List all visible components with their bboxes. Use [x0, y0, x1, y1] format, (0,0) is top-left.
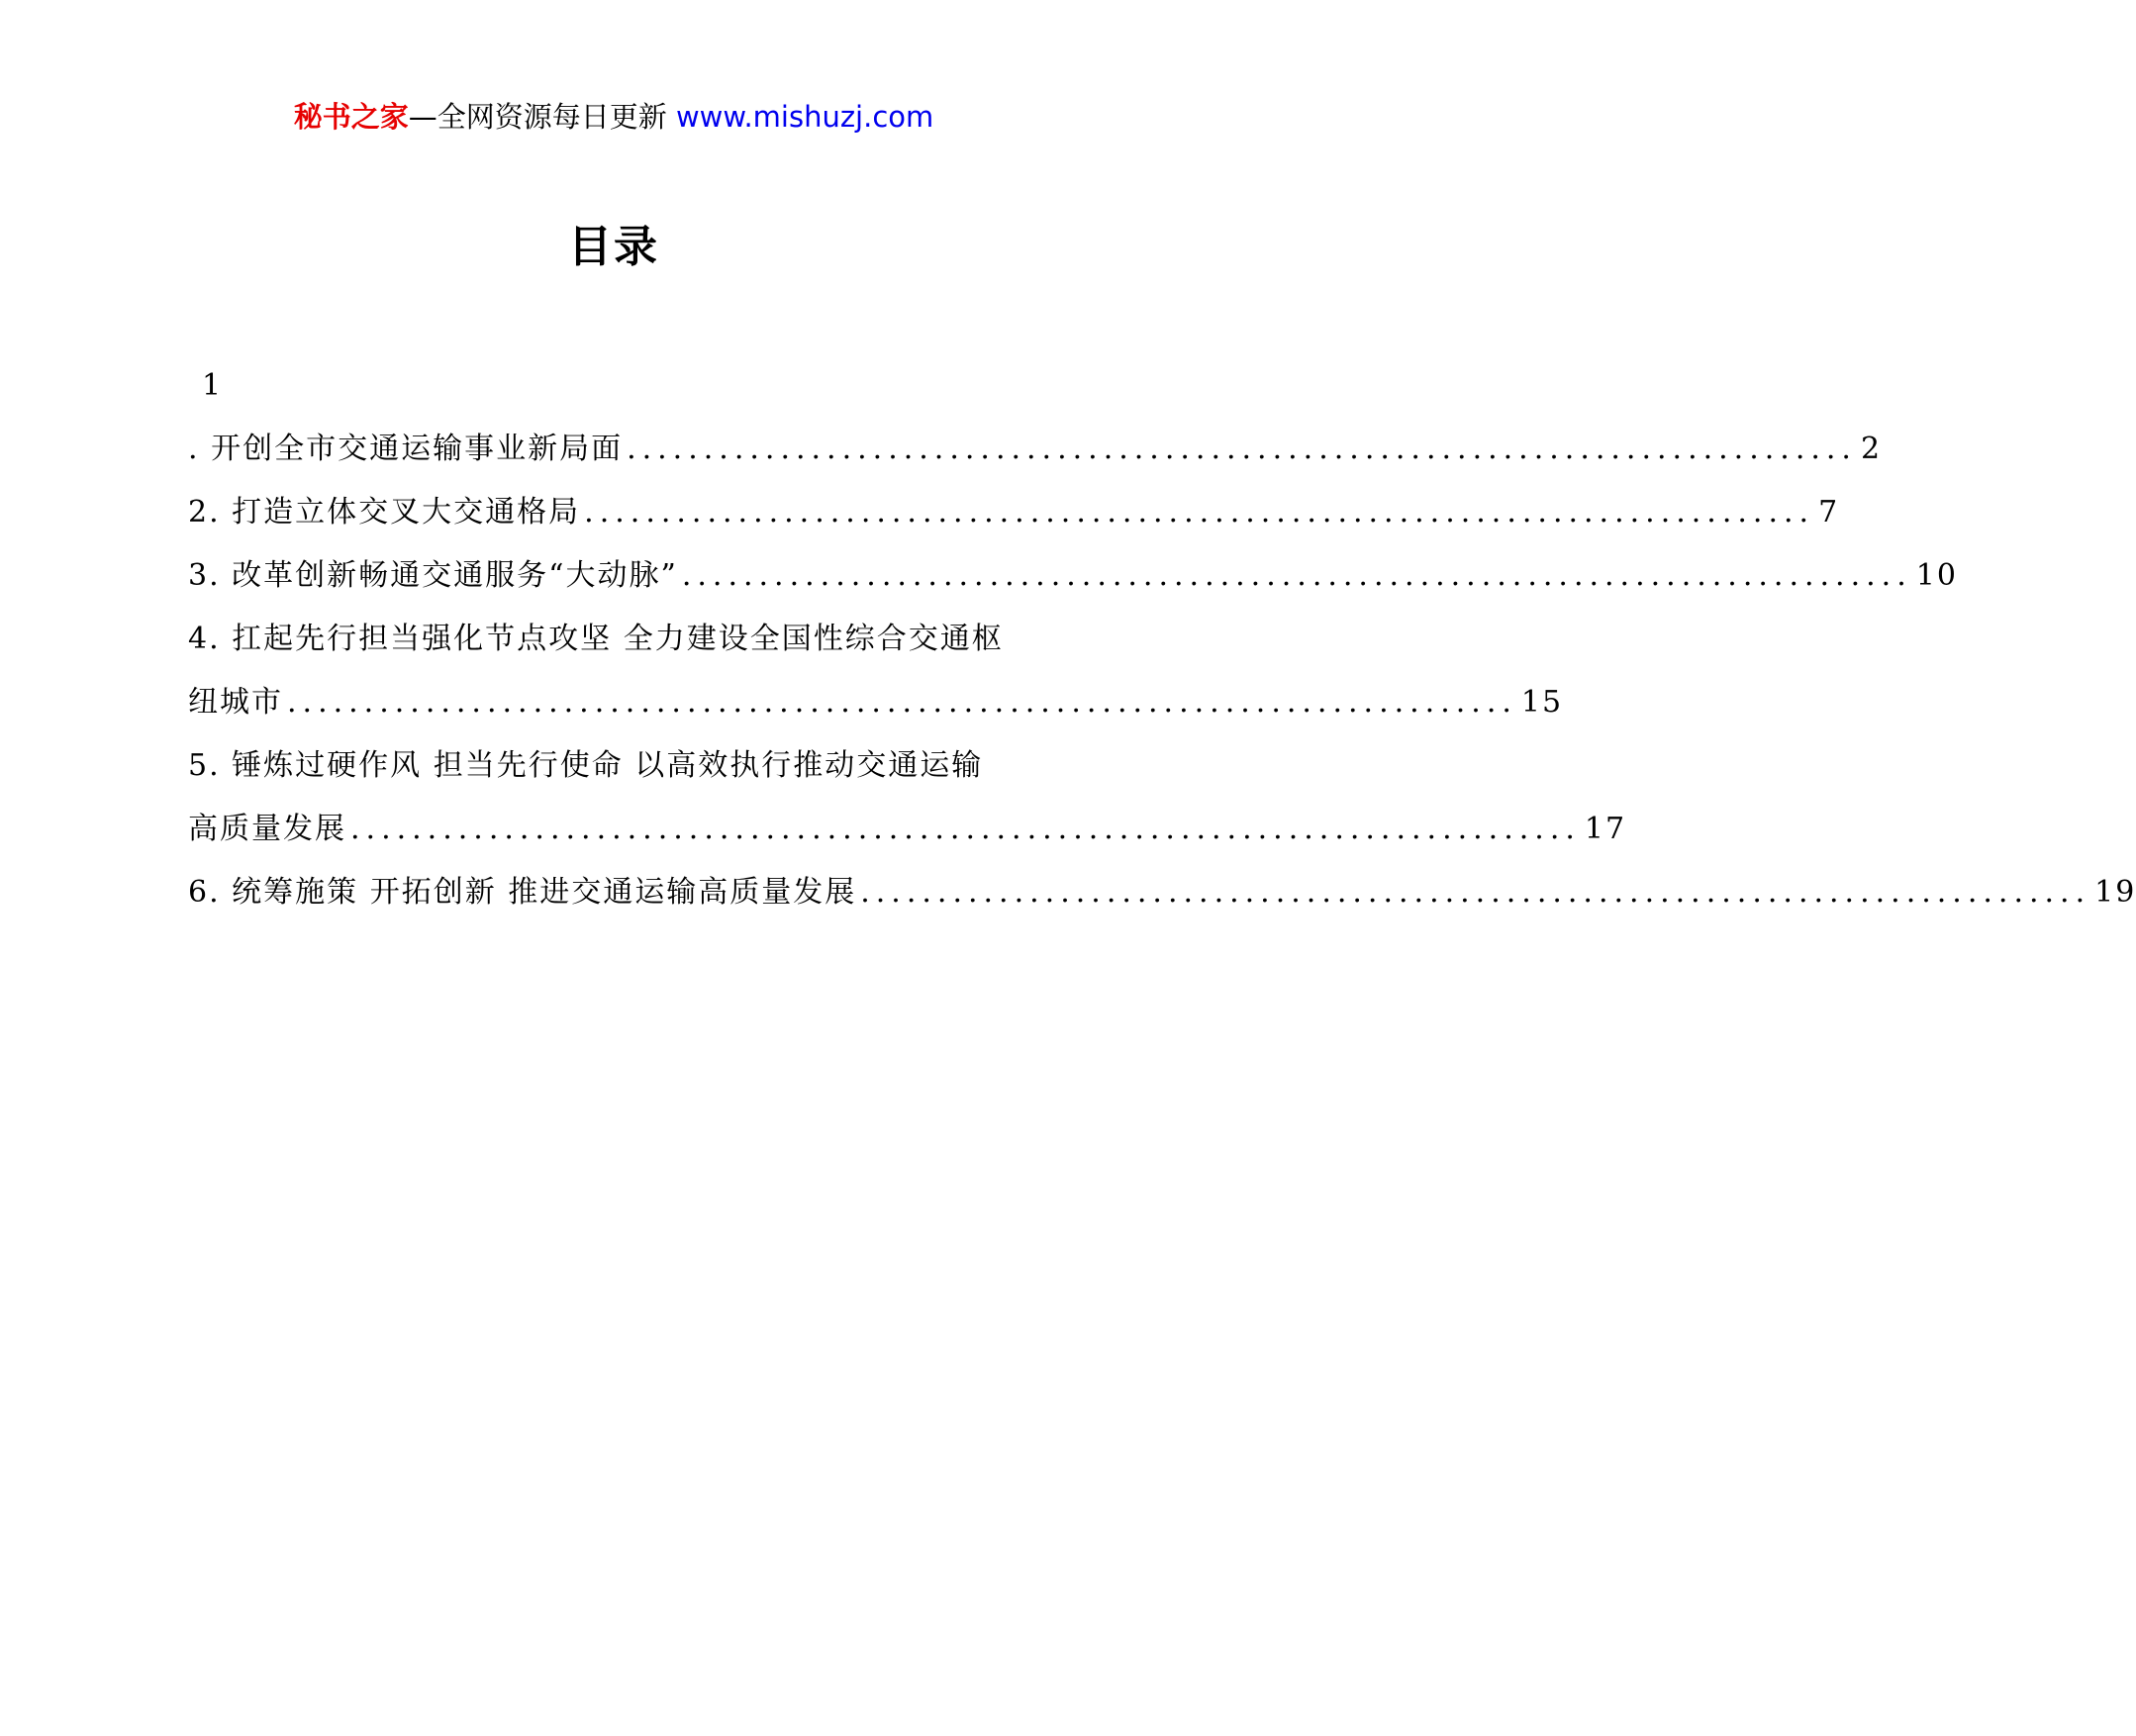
- table-of-contents: [188, 354, 2136, 924]
- toc-entry-title: 2. 打造立体交叉大交通格局: [188, 495, 581, 530]
- page-title: 目录: [568, 222, 659, 272]
- toc-entry-title: 高质量发展: [188, 812, 346, 846]
- toc-dot-leader: ................................................................................: [287, 685, 1517, 720]
- banner-brand: 秘书之家: [293, 100, 409, 134]
- toc-entry-title: 6. 统筹施策 开拓创新 推进交通运输高质量发展: [188, 875, 857, 910]
- toc-page-number: 15: [1520, 685, 1564, 720]
- toc-entry-title: . 开创全市交通运输事业新局面: [188, 432, 624, 466]
- toc-entry-2[interactable]: [188, 481, 1840, 544]
- toc-dot-leader: ................................................................................: [681, 558, 1912, 593]
- toc-entry-title: 3. 改革创新畅通交通服务“大动脉”: [188, 558, 678, 593]
- toc-page-number: 7: [1818, 495, 1840, 530]
- toc-entry-title: 纽城市: [188, 685, 283, 720]
- toc-dot-leader: ................................................................................: [860, 875, 2091, 910]
- toc-entry-5[interactable]: [188, 798, 1627, 861]
- toc-stray-number: 1: [202, 368, 224, 403]
- toc-page-number: 10: [1915, 558, 1958, 593]
- toc-entry-4[interactable]: [188, 671, 1564, 734]
- toc-dot-leader: ................................................................................: [627, 432, 1857, 466]
- toc-page-number: 17: [1584, 812, 1627, 846]
- toc-page-number: 2: [1860, 432, 1883, 466]
- toc-page-number: 19: [2094, 875, 2136, 910]
- site-banner: [0, 97, 1227, 137]
- toc-entry-4-first-line[interactable]: 4. 扛起先行担当强化节点攻坚 全力建设全国性综合交通枢: [188, 622, 1004, 656]
- toc-dot-leader: ................................................................................: [584, 495, 1815, 530]
- banner-url-link[interactable]: www.mishuzj.com: [675, 100, 934, 134]
- toc-entry-5-first-line[interactable]: 5. 锤炼过硬作风 担当先行使命 以高效执行推动交通运输: [188, 748, 984, 783]
- banner-tagline: —全网资源每日更新: [408, 100, 667, 134]
- toc-entry-3[interactable]: [188, 544, 1958, 608]
- toc-dot-leader: ................................................................................: [350, 812, 1581, 846]
- toc-entry-1[interactable]: [188, 418, 1883, 481]
- toc-entry-6[interactable]: [188, 861, 2136, 924]
